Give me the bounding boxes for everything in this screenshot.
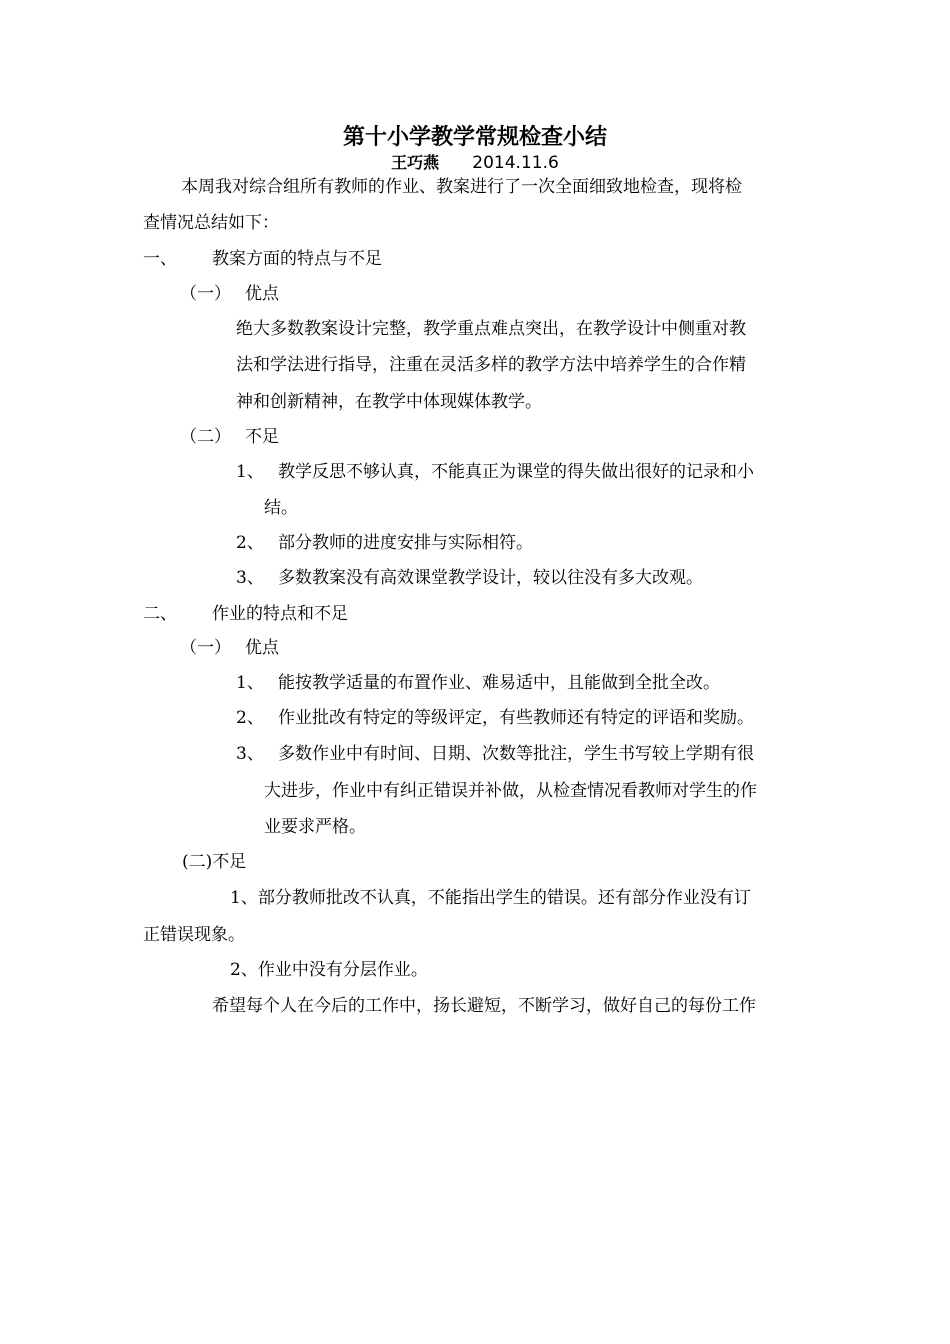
document-title: 第十小学教学常规检查小结: [342, 125, 607, 150]
section-2-item-3-cont-1: 大进步，作业中有纠正错误并补做，从检查情况看教师对学生的作: [264, 781, 757, 801]
section-1-sub-1-label: 优点: [245, 284, 279, 304]
section-1-sub-1-text-line-1: 绝大多数教案设计完整，教学重点难点突出，在教学设计中侧重对教: [236, 319, 746, 339]
section-1-sub-2-label: 不足: [245, 427, 279, 447]
section-1-sub-2-number: （二）: [180, 427, 231, 447]
section-1-sub-1-number: （一）: [180, 284, 231, 304]
closing-line: 希望每个人在今后的工作中，扬长避短，不断学习，做好自己的每份工作: [212, 996, 756, 1016]
section-2-heading: 作业的特点和不足: [212, 604, 348, 624]
byline: [0, 150, 950, 173]
section-1-item-3-text: 多数教案没有高效课堂教学设计，较以往没有多大改观。: [278, 568, 703, 588]
section-1-heading: 教案方面的特点与不足: [212, 249, 382, 269]
section-2-item-2-number: 2、: [236, 708, 264, 728]
section-2-item-1-text: 能按教学适量的布置作业、难易适中，且能做到全批全改。: [278, 673, 720, 693]
intro-line-2: 查情况总结如下：: [143, 213, 279, 233]
section-2-sub-2-item-1-line-2: 正错误现象。: [143, 925, 245, 945]
section-2-item-2-text: 作业批改有特定的等级评定，有些教师还有特定的评语和奖励。: [278, 708, 754, 728]
section-2-sub-1-number: （一）: [180, 638, 231, 658]
document-date: 2014.11.6: [472, 153, 559, 173]
section-1-item-2-text: 部分教师的进度安排与实际相符。: [278, 533, 533, 553]
section-1-item-1-number: 1、: [236, 462, 264, 482]
author-name: 王巧燕: [391, 153, 440, 172]
section-2-item-3-cont-2: 业要求严格。: [264, 817, 366, 837]
section-2-item-3-number: 3、: [236, 744, 264, 764]
section-1-sub-1-text-line-2: 法和学法进行指导，注重在灵活多样的教学方法中培养学生的合作精: [236, 355, 746, 375]
section-2-item-1-number: 1、: [236, 673, 264, 693]
section-2-sub-2-item-2: 2、作业中没有分层作业。: [230, 960, 428, 980]
section-1-item-1-text: 教学反思不够认真，不能真正为课堂的得失做出很好的记录和小: [278, 462, 754, 482]
section-1-sub-1-text-line-3: 神和创新精神，在教学中体现媒体教学。: [236, 392, 542, 412]
section-1-item-2-number: 2、: [236, 533, 264, 553]
section-2-sub-2-item-1-line-1: 1、部分教师批改不认真，不能指出学生的错误。还有部分作业没有订: [230, 888, 751, 908]
section-2-sub-1-label: 优点: [245, 638, 279, 658]
section-1-item-3-number: 3、: [236, 568, 264, 588]
section-1-number: 一、: [143, 249, 177, 269]
section-1-item-1-cont: 结。: [264, 498, 298, 518]
intro-line-1: 本周我对综合组所有教师的作业、教案进行了一次全面细致地检查，现将检: [181, 177, 742, 197]
section-2-number: 二、: [143, 604, 177, 624]
section-2-sub-2-label: (二)不足: [182, 852, 247, 872]
section-2-item-3-text: 多数作业中有时间、日期、次数等批注，学生书写较上学期有很: [278, 744, 754, 764]
